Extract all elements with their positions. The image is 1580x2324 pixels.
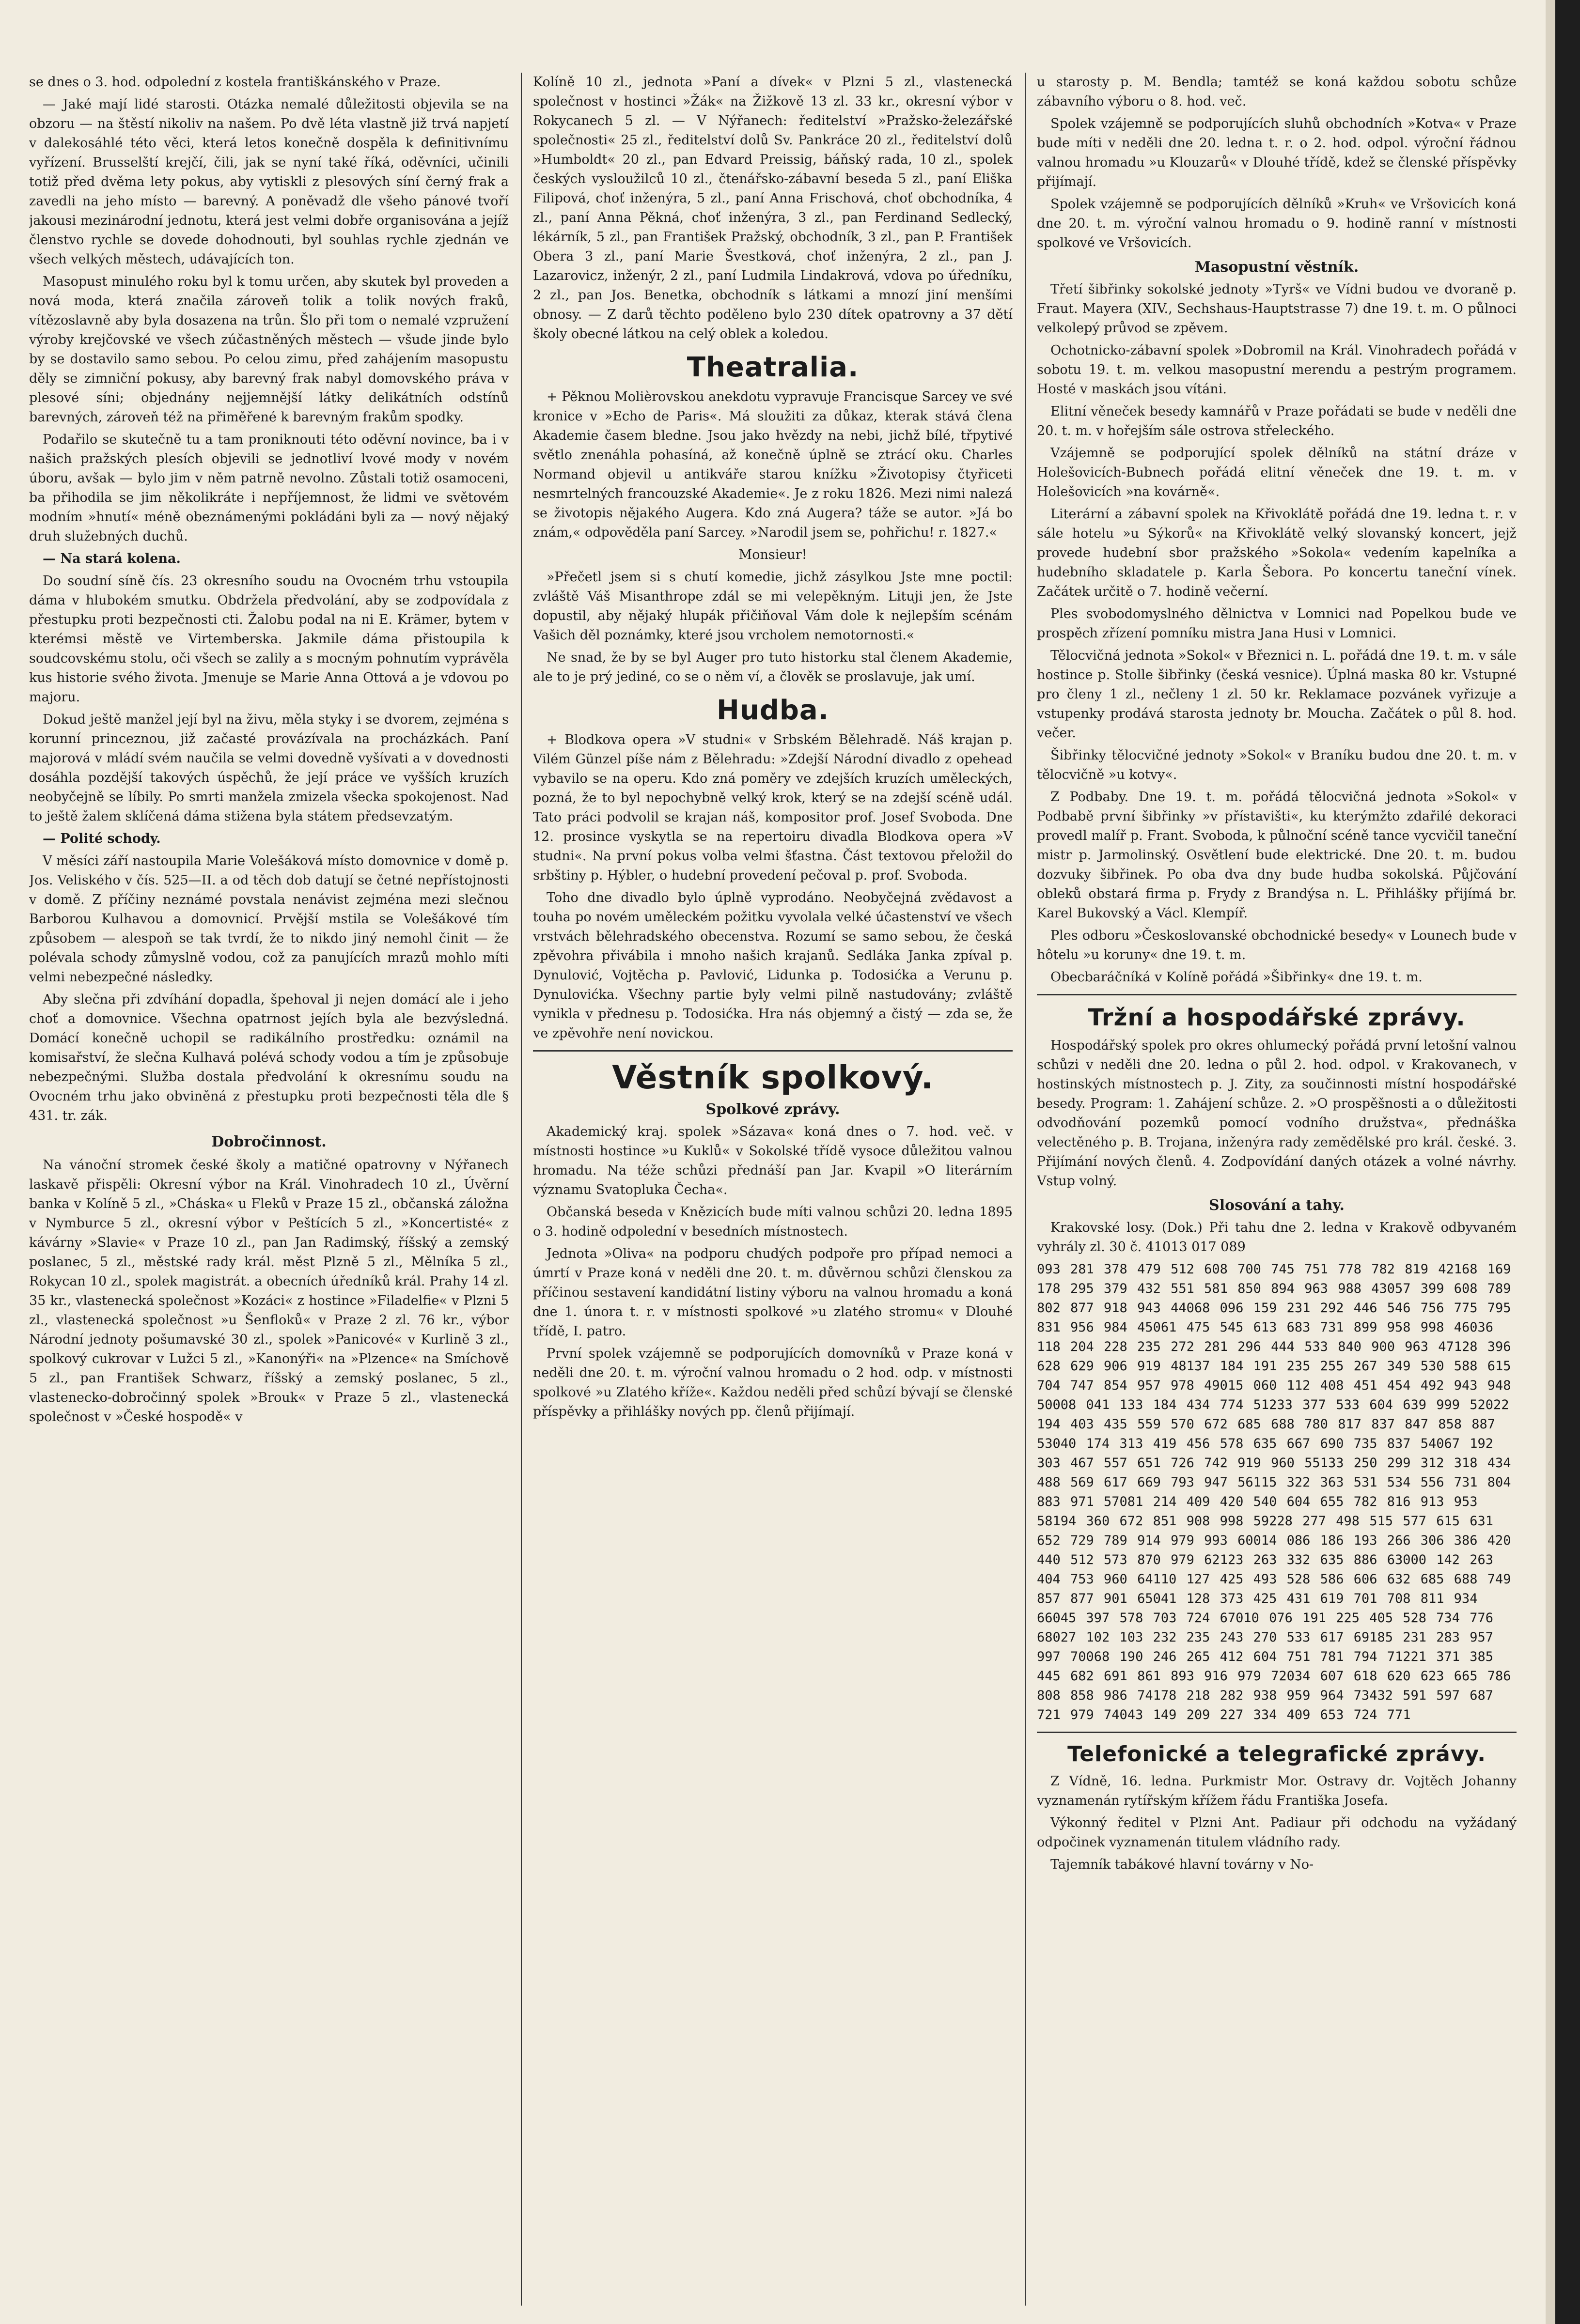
notice-kotva: Spolek vzájemně se podporujících sluhů obchodních »Kotva« v Praze bude míti v neděli dne 20. ledna t. r. o 2. hod. odpol. výroční řádnou valnou hromadu »u Klouzarů« v Dlouhé třídě, kdež se členské příspěvky přijímají. <box>1037 116 1517 189</box>
notice-dobromil: Ochotnicko-zábavní spolek »Dobromil na Král. Vinohradech pořádá v sobotu 19. t. m. velkou masopustní merendu a pestrým programem. Hosté v maskách jsou vítáni. <box>1037 343 1517 397</box>
telegram-tabak: Tajemník tabákové hlavní továrny v No- <box>1050 1857 1314 1872</box>
lottery-intro: Krakovské losy. (Dok.) Při tahu dne 2. ledna v Krakově odbyvaném vyhrály zl. 30 č. 41013 017 089 <box>1037 1220 1517 1255</box>
section-divider-3 <box>1037 1732 1517 1733</box>
article-starosti-3: Podařilo se skutečně tu a tam proniknouti této oděvní novince, ba i v našich pražských plesích objevili se jednotliví lvové mody v novém úboru, avšak — bylo jim v něm patrně nevolno. Zůstali totiž osamoceni, ba přihodila se jim několikráte i nepříjemnost, že lidmi ve světovém modním »hnutí« méně obeznámenými pokládáni byli za — nový nějaký druh služebných duchů. <box>29 432 509 544</box>
article-dobrocinnost: Na vánoční stromek české školy a matičné opatrovny v Nýřanech laskavě přispěli: Okresní výbor na Král. Vinohradech 10 zl., Úvěrní banka v Kolíně 5 zl., »Cháska« u Fleků v Praze 15 zl., občanská záložna v Nymburce 5 zl., okresní výbor v Peštících 5 zl., »Koncertisté« z kávárny »Slavie« v Praze 10 zl., pan Jan Radimský, říšský a zemský poslanec, 5 zl., městské rady král. měst Plzně 5 zl., Mělníka 5 zl., Rokycan 10 zl., spolek magistrát. a obecních úředníků král. Prahy 14 zl. 35 kr., vlastenecká společnost »Kozáci« z hostince »Filadelfie« v Plzni 5 zl., vlastenecká společnost »u Šenfloků« v Praze 2 zl. 76 kr., výbor Národní jednoty pošumavské 30 zl., spolek »Panicové« v Kurlině 3 zl., spolkový cukrovar v Lužci 5 zl., »Kanonýři« na »Plzence« na Smíchově 5 zl., pan František Schwarz, říšský a zemský poslanec, 5 zl., vlastenecko-dobročinný spolek »Brouk« v Praze 5 zl., vlastenecká společnost v »České hospodě« v <box>29 1158 509 1425</box>
notice-krivoklat: Literární a zábavní spolek na Křivoklátě pořádá dne 19. ledna t. r. v sále hotelu »u Sýkorů« na Křivoklátě velký slovanský koncert, jejž provede hudební sbor pražského »Sokola« vedením kapelníka a hudebního skladatele p. Karla Šebora. Po koncertu taneční vínek. Začátek určitě o 7. hodině večerní. <box>1037 507 1517 599</box>
notice-bendl: u starosty p. M. Bendla; tamtéž se koná každou sobotu schůze zábavního výboru o 8. hod. več. <box>1037 75 1517 109</box>
subsection-slosovani: Slosování a tahy. <box>1209 1197 1345 1214</box>
section-hudba: Hudba. <box>717 695 829 726</box>
column-rule-2 <box>1025 73 1026 2306</box>
notice-kamnaru: Elitní věneček besedy kamnářů v Praze pořádati se bude v neděli dne 20. t. m. v hořejším sále ostrova střeleckého. <box>1037 404 1517 438</box>
notice-holesovice: Vzájemně se podporující spolek dělníků na státní dráze v Holešovicích-Bubnech pořádá elitní věneček dne 19. t. m. v Holešovicích »na kovárně«. <box>1037 446 1517 499</box>
letter-body: »Přečetl jsem si s chutí komedie, jichž zásylkou Jste mne poctil: zvláště Váš Misanthrope zdál se mi velepěkným. Lituji jen, že Jste dopustil, aby nějaký hlupák přičiňoval Vám dole k nejlepším scénám Vašich děl poznámky, které jsou vrcholem nemotornosti.« <box>533 570 1013 643</box>
notice-louny: Ples odboru »Českoslovanské obchodnické besedy« v Lounech bude v hôtelu »u koruny« dne 19. t. m. <box>1037 928 1517 962</box>
section-theatralia: Theatralia. <box>687 352 859 383</box>
column-1 <box>29 73 509 2306</box>
notice-kruh: Spolek vzájemně se podporujících dělníků »Kruh« ve Vršovicích koná dne 20. t. m. výroční valnou hromadu o 9. hodině ranní v místnosti spolkové ve Vršovicích. <box>1037 197 1517 250</box>
lottery-numbers: 093 281 378 479 512 608 700 745 751 778 782 819 42168 169 178 295 379 432 551 581 850 894 963 988 43057 399 608 789 802 877 918 943 44068 096 159 231 292 446 546 756 775 795 831 956 984 45061 475 545 613 683 731 899 958 998 46036 118 204 228 235 272 281 296 444 533 840 900 963 47128 396 628 629 906 919 48137 184 191 235 255 267 349 530 588 615 704 747 854 957 978 49015 060 112 408 451 454 492 943 948 50008 041 133 184 434 774 51233 377 533 604 639 999 52022 194 403 435 559 570 672 685 688 780 817 837 847 858 887 53040 174 313 419 456 578 635 667 690 735 837 54067 192 303 467 557 651 726 742 919 960 55133 250 299 312 318 434 488 569 617 669 793 947 56115 322 363 531 534 556 731 804 883 971 57081 214 409 420 540 604 655 782 816 913 953 58194 360 672 851 908 998 59228 277 498 515 577 615 631 652 729 789 914 979 993 60014 086 186 193 266 306 386 420 440 512 573 870 979 62123 263 332 635 886 63000 142 263 404 753 960 64110 127 425 493 528 586 606 632 685 688 749 857 877 901 65041 128 373 425 431 619 701 708 811 934 66045 397 578 703 724 67010 076 191 225 405 528 734 776 68027 102 103 232 235 243 270 533 617 69185 231 283 957 997 70068 190 246 265 412 604 751 781 794 71221 371 385 445 682 691 861 893 916 979 72034 607 618 620 623 665 786 808 858 986 74178 218 282 938 959 964 73432 591 597 687 721 979 74043 149 209 227 334 409 653 724 771 <box>1037 1262 1511 1722</box>
notice-domovniku: První spolek vzájemně se podporujících domovníků v Praze koná v neděli dne 20. t. m. výroční valnou hromadu o 2 hod. odp. v místnosti spolkové »u Zlatého kříže«. Každou neděli před schůzí bývají se členské příspěvky a přihlášky nových pp. členů přijímají. <box>533 1346 1013 1419</box>
letter-salutation: Monsieur! <box>738 547 807 562</box>
column-rule-1 <box>521 73 522 2306</box>
telegram-plzen: Výkonný ředitel v Plzni Ant. Padiaur při odchodu na vyžádaný odpočinek vyznamenán titulem vládního rady. <box>1037 1815 1517 1850</box>
notice-podbaba: Z Podbaby. Dne 19. t. m. pořádá tělocvičná jednota »Sokol« v Podbabě první šibřinky »v přístavišti«, ku kterýmžto zdařilé dekoraci provedl malíř p. Frant. Svoboda, k půlnoční scéně tance vycvičil taneční mistr p. Jarmolinský. Osvětlení bude elektrické. Dne 20. t. m. budou dozvuky šibřinek. Po oba dva dny bude hudba sokolská. Půjčování obleků obstará firma p. Frydy z Brandýsa n. L. Přihlášky přijímá br. Karel Bukovský a Václ. Klempíř. <box>1037 790 1517 921</box>
notice-beseda: Občanská beseda v Knězicích bude míti valnou schůzi 20. ledna 1895 o 3. hodině odpolední v besedních místnostech. <box>533 1205 1013 1239</box>
notice-breznice: Tělocvičná jednota »Sokol« v Březnici n. L. pořádá dne 19. t. m. v sále hostince p. Stolle šibřinky (česká vesnice). Úplná maska 80 kr. Vstupné pro členy 1 zl., nečleny 1 zl. 50 kr. Reklamace pozvánek vyřizuje a vstupenky prodává starosta jednoty br. Moucha. Začátek o půl 8. hod. večer. <box>1037 648 1517 741</box>
notice-sazava: Akademický kraj. spolek »Sázava« koná dnes o 7. hod. več. v místnosti hostince »u Kuklů« v Sokolské třídě vysoce důležitou valnou hromadu. Na téže schůzi přednáší pan Jar. Kvapil »O literárním významu Svatopluka Čecha«. <box>533 1124 1013 1197</box>
section-vestnik: Věstník spolkový. <box>612 1059 934 1096</box>
telegram-vieden: Z Vídně, 16. ledna. Purkmistr Mor. Ostravy dr. Vojtěch Johanny vyznamenán rytířským křížem řádu Františka Josefa. <box>1037 1774 1517 1808</box>
article-donors: Kolíně 10 zl., jednota »Paní a dívek« v Plzni 5 zl., vlastenecká společnost v hostinci »Žák« na Žižkově 13 zl. 33 kr., okresní výbor v Rokycanech 5 zl. — V Nýřanech: ředitelství »Pražsko-železářské společnosti« 25 zl., ředitelství dolů Sv. Pankráce 20 zl., ředitelství dolů »Humboldt« 20 zl., pan Edvard Preissig, báňský rada, 10 zl., spolek českých vysloužilců 10 zl., čtenářsko-zábavní beseda 5 zl., paní Eliška Filipová, choť inženýra, 5 zl., paní Anna Frischová, choť obchodníka, 4 zl., paní Anna Pěkná, choť inženýra, 3 zl., pan Ferdinand Sedlecký, lékárník, 5 zl., pan František Pražský, obchodník, 3 zl., pan P. František Obera 3 zl., paní Marie Švestková, choť inženýra, 2 zl., pan J. Lazarovicz, inženýr, 2 zl., paní Ludmila Lindakrová, vdova po úředníku, 2 zl., pan Jos. Benetka, obchodník s látkami a mnozí jiní menšími obnosy. — Z darů těchto poděleno bylo 230 dítek opatrovny a 37 dětí školy obecné látkou na celý oblek a koledou. <box>533 75 1013 341</box>
notice-tyrs: Třetí šibřinky sokolské jednoty »Tyrš« ve Vídni budou ve dvoraně p. Fraut. Mayera (XIV., Sechshaus-Hauptstrasse 7) dne 19. t. m. O půlnoci velkolepý průvod se zpěvem. <box>1037 282 1517 336</box>
article-blodek-2: Toho dne divadlo bylo úplně vyprodáno. Neobyčejná zvědavost a touha po novém uměleckém požitku vyvolala velké účastenství ve všech vrstvách bělehradského obecenstva. Rozumí se samo sebou, že česká zpěvohra přivábila i mnoho našich krajanů. Sedláka Janka zpíval p. Dynulović, Vojtěcha p. Pavlović, Lidunka p. Todosićka a Verunu p. Dynulovićka. Všechny partie byly velmi pilně nastudovány; zvláště vynikla v přednesu p. Todosićka. Hra nás objemný a čistý — zda se, že ve zpěvohře není novickou. <box>533 890 1013 1041</box>
subsection-masopust: Masopustní věstník. <box>1194 259 1359 276</box>
article-schody-2: Aby slečna při zdvíhání dopadla, špehoval ji nejen domácí ale i jeho choť a domovnice. Všechna opatrnost jejích byla ale bezvýsledná. Domácí konečně uchopil se radikálního prostředku: oznámil na komisařství, že slečna Kulhavá polévá schody vodou a tím je způsobuje nebezpečnými. Služba dostala předvolání k okresnímu soudu na Ovocném trhu jako obviněná z přestupku proti bezpečnosti těla dle § 431. tr. zák. <box>29 992 509 1123</box>
article-schody: V měsíci září nastoupila Marie Volešáková místo domovnice v domě p. Jos. Veliského v čís. 525—II. a od těch dob datují se četné nepřístojnosti v domě. Z příčiny neznámé povstala nenávist zejména mezi slečnou Barborou Kulhavou a domovnicí. Prvější mstila se Volešákové tím způsobem — alespoň se tak tvrdí, že to nikdo jiný nemohl činit — že polévala schody zůmyslně vodou, což za panujících mrazů mohlo míti velmi nebezpečné následky. <box>29 853 509 985</box>
column-2 <box>533 73 1013 2306</box>
article-starosti: — Jaké mají lidé starosti. Otázka nemalé důležitosti objevila se na obzoru — na štěstí nikoliv na našem. Po dvě léta vlastně již trvá napjetí v dalekosáhlé této věci, která letos konečně dospěla k definitivnímu vyřízení. Brusselští krejčí, čili, jak se nyní také říká, oděvníci, učinili totiž před dvěma lety pokus, aby vytiskli z plesových síní černý frak a zavedli na jeho místo — barevný. A poněvadž dle všeho pánové tvoří jakousi mezinárodní jednotu, která jest velmi dobře organisována a jejíž členstvo rychle se dovede dohodnouti, byl souhlas rychle zjednán ve všech velkých městech, udávajících ton. <box>29 97 509 267</box>
notice-oliva: Jednota »Oliva« na podporu chudých podpoře pro případ nemoci a úmrtí v Praze koná v neděli dne 20. t. m. důvěrnou schůzi členskou za příčinou sestavení kandidátní listiny výboru na valnou hromadu a koná dne 1. února t. r. v místnosti spolkové »u zlatého stromu« v Dlouhé třídě, I. patro. <box>533 1246 1013 1339</box>
section-telefonicke: Telefonické a telegrafické zprávy. <box>1067 1742 1486 1766</box>
article-hospodarsky: Hospodářský spolek pro okres ohlumecký pořádá první letošní valnou schůzi v neděli dne 20. ledna o půl 2. hod. odpol. v Krakovanech, v hostinských místnostech p. J. Zity, za součinnosti místní hospodářské besedy. Program: 1. Zahájení schůze. 2. »O prospěšnosti a o důležitosti odvodňování pozemků pomocí vodního družstva«, přednáška velectěného p. B. Trojana, inženýra rady zemědělské pro král. české. 3. Přijímání nových členů. 4. Zodpovídání daných otázek a volné návrhy. Vstup volný. <box>1037 1038 1517 1189</box>
article-blodek: + Blodkova opera »V studni« v Srbském Bělehradě. Náš krajan p. Vilém Günzel píše nám z Bělehradu: »Zdejší Národní divadlo z opehead vybavilo se na operu. Kdo zná poměry ve zdejších kruzích uměleckých, pozná, že to byl nepochybně velký krok, který se na zdejší scéně udál. Tato práci podvolil se krajan náš, kompositor prof. Josef Svoboda. Dne 12. prosince vyskytla se na repertoiru divadla Blodkova opera »V studni«. Na první pokus volba velmi šťastna. Část textovou přeložil do srbštiny p. Hýbler, o hudební provedení pečoval p. prof. Svoboda. <box>533 732 1013 883</box>
notice-branik: Šibřinky tělocvičné jednoty »Sokol« v Braníku budou dne 20. t. m. v tělocvičně »u kotvy«. <box>1037 748 1517 782</box>
article-kolena: Do soudní síně čís. 23 okresního soudu na Ovocném trhu vstoupila dáma v hlubokém smutku. Obdržela předvolání, aby se zodpovídala z přestupku proti bezpečnosti cti. Žalobu podal na ni E. Krämer, bytem v kterémsi městě ve Virtemberska. Jakmile dáma přistoupila k soudcovskému stolu, oči všech se zalily a s mocným pohnutím vyprávěla kus historie svého života. Jmenuje se Marie Anna Ottová a je vdovou po majoru. <box>29 573 509 705</box>
column-3 <box>1037 73 1517 2306</box>
article-starosti-2: Masopust minulého roku byl k tomu určen, aby skutek byl proveden a nová moda, která značila zároveň tolik a tolik nových fraků, vítězoslavně aby byla dosazena na trůn. Šlo při tom o nemalé vzpružení výroby krejčovské ve všech zúčastněných městech — všude jinde bylo by se dostavilo samo sebou. Po celou zimu, před zahájením masopustu děly se zimniční pokusy, aby barevný frak nabyl domovského práva v plesové síni; objednány nejjemnější látky delikátních odstínů barevných, zároveň též na přiměřené k barevným frakům spodky. <box>29 274 509 425</box>
notice-lomnice: Ples svobodomyslného dělnictva v Lomnici nad Popelkou bude ve prospěch zřízení pomníku mistra Jana Husi v Lomnici. <box>1037 606 1517 641</box>
subsection-spolkove: Spolkové zprávy. <box>705 1101 840 1118</box>
article-moliere: + Pěknou Molièrovskou anekdotu vypravuje Francisque Sarcey ve své kronice v »Echo de Paris«. Má sloužiti za důkaz, kterak stává člena Akademie časem bledne. Jsou jako hvězdy na nebi, jichž bílé, třpytivé světlo znenáhla pohasíná, až konečně úplně se ztrácí oku. Charles Normand objevil u antikváře starou knížku »Životopisy čtyřiceti nesmrtelných francouzské Akademie«. Je z roku 1826. Mezi nimi nalezá se životopis nějakého Augera. Kdo zná Augera? táže se autor. »Já bo znám,« odpověděla paní Sarcey. »Narodil jsem se, pohřichu! r. 1827.« <box>533 389 1013 540</box>
heading-schody: — Polité schody. <box>43 831 161 846</box>
section-divider <box>533 1050 1013 1052</box>
section-dobrocinnost: Dobročinnost. <box>211 1133 327 1150</box>
page-edge <box>1546 0 1555 2324</box>
heading-kolena: — Na stará kolena. <box>43 551 181 566</box>
lead-text: se dnes o 3. hod. odpolední z kostela františkánského v Praze. <box>29 75 441 90</box>
article-kolena-2: Dokud ještě manžel její byl na živu, měla styky i se dvorem, zejména s korunní princeznou, již začasté provázívala na procházkách. Paní majorová v mládí svém naučila se velmi dovedně vyšívati a v dovednosti dosáhla pozdější takových úspěchů, že její práce ve vyšších kruzích neobyčejně se líbily. Po smrti manžela zmizela všecka spokojenost. Nad to ještě žalem sklíčená dáma stižena byla státem předsevzatým. <box>29 712 509 824</box>
section-divider-2 <box>1037 994 1517 995</box>
section-trzni: Tržní a hospodářské zprávy. <box>1088 1004 1466 1031</box>
article-auger: Ne snad, že by se byl Auger pro tuto historku stal členem Akademie, ale to je prý jediné, co se o něm ví, a člověk se proslavuje, jak umí. <box>533 650 1013 684</box>
notice-kolin: Obecbaráčníká v Kolíně pořádá »Šibřinky« dne 19. t. m. <box>1050 970 1423 985</box>
